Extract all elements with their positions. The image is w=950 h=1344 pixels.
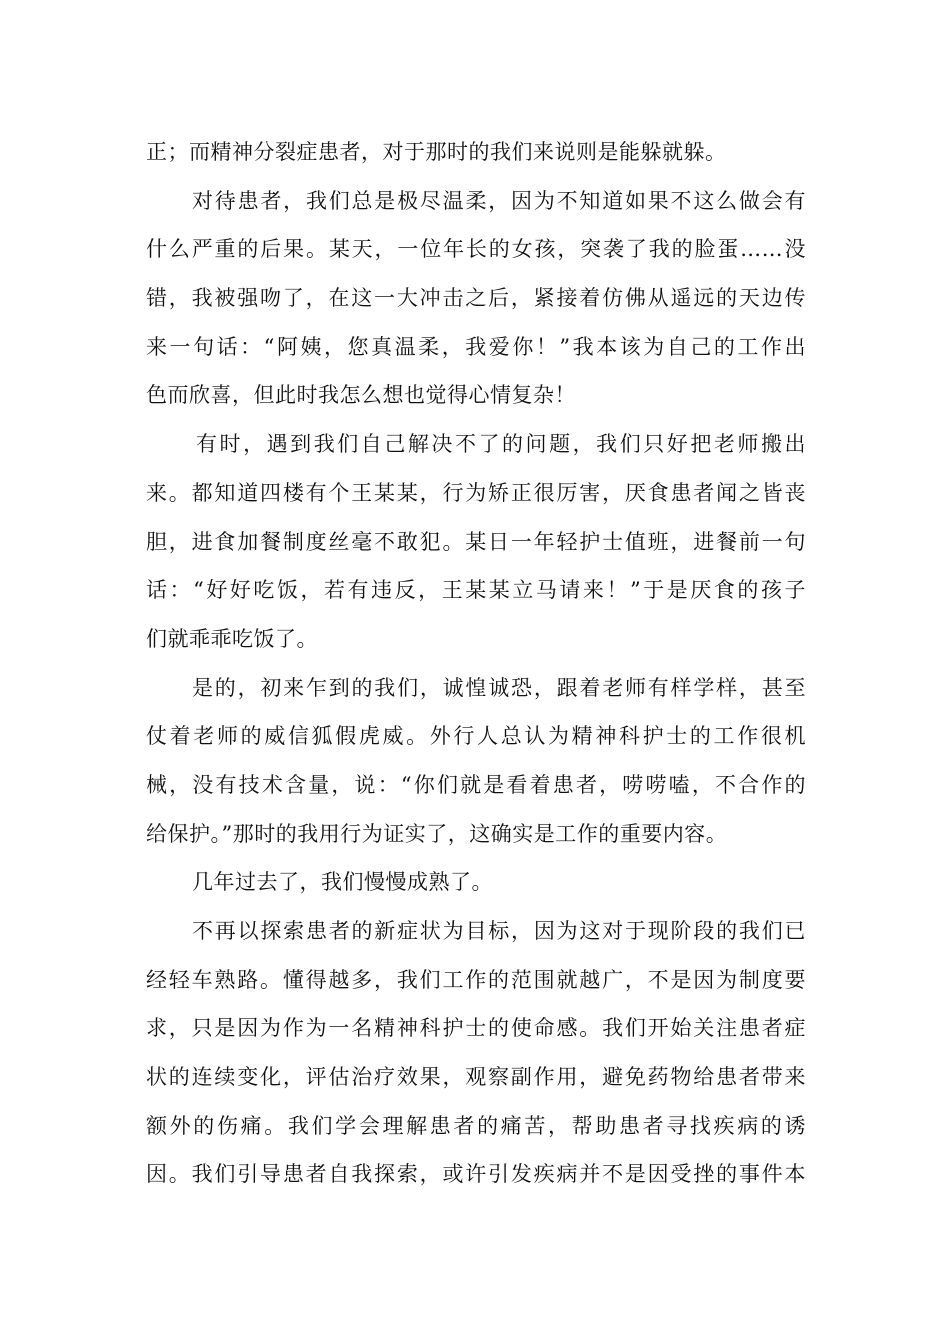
text-line: 不再以探索患者的新症状为目标，因为这对于现阶段的我们已 [192,919,806,943]
text-line: 对待患者，我们总是极尽温柔，因为不知道如果不这么做会有 [192,188,806,213]
text-line: 有时，遇到我们自己解决不了的问题，我们只好把老师搬出 [196,432,806,457]
text-line: 什么严重的后果。某天，一位年长的女孩，突袭了我的脸蛋……没 [146,237,806,262]
text-line: 状的连续变化，评估治疗效果，观察副作用，避免药物给患者带来 [146,1065,806,1090]
text-line: 来。都知道四楼有个王某某，行为矫正很厉害，厌食患者闻之皆丧 [146,480,806,505]
text-line: 求，只是因为作为一名精神科护士的使命感。我们开始关注患者症 [146,1016,806,1041]
text-line: 械，没有技术含量，说：“你们就是看着患者，唠唠嗑，不合作的 [146,772,806,797]
text-line: 仗着老师的威信狐假虎威。外行人总认为精神科护士的工作很机 [146,724,806,749]
text-line: 话：“好好吃饭，若有违反，王某某立马请来！”于是厌食的孩子 [146,578,806,603]
text-line: 几年过去了，我们慢慢成熟了。 [192,870,493,895]
text-line: 正；而精神分裂症患者，对于那时的我们来说则是能躲就躲。 [146,140,727,164]
text-line: 额外的伤痛。我们学会理解患者的痛苦，帮助患者寻找疾病的诱 [146,1113,806,1138]
text-line: 错，我被强吻了，在这一大冲击之后，紧接着仿佛从遥远的天边传 [146,286,806,311]
body-text [146,128,806,1199]
text-line: 胆，进食加餐制度丝毫不敢犯。某日一年轻护士值班，进餐前一句 [146,529,806,554]
text-line: 色而欣喜，但此时我怎么想也觉得心情复杂！ [146,383,576,408]
text-line: 们就乖乖吃饭了。 [146,626,318,651]
text-line: 是的，初来乍到的我们，诚惶诚恐，跟着老师有样学样，甚至 [192,675,806,700]
text-line: 给保护。”那时的我用行为证实了，这确实是工作的重要内容。 [146,821,728,846]
text-line: 经轻车熟路。懂得越多，我们工作的范围就越广，不是因为制度要 [146,967,806,992]
text-line: 因。我们引导患者自我探索，或许引发疾病并不是因受挫的事件本 [146,1162,806,1187]
text-line: 来一句话：“阿姨，您真温柔，我爱你！”我本该为自己的工作出 [146,334,806,359]
